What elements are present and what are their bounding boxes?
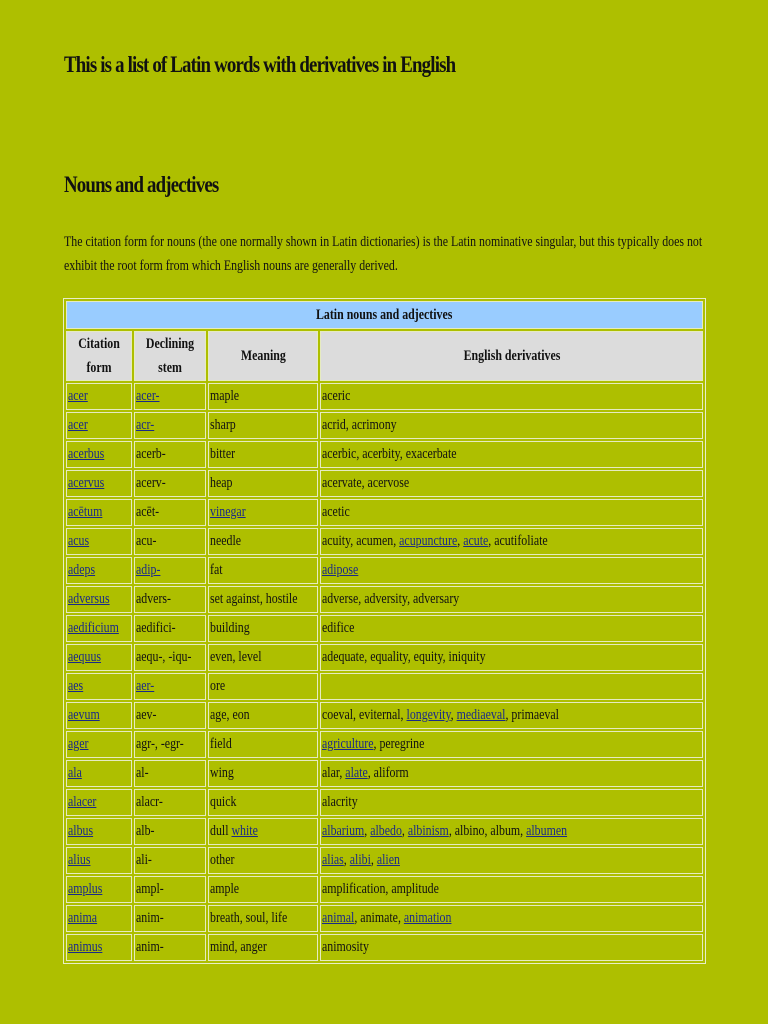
cell-text: , acutifoliate <box>488 533 549 549</box>
meaning-cell <box>208 383 319 410</box>
derivatives-cell <box>320 470 703 497</box>
word-link[interactable]: aer- <box>136 678 155 694</box>
cell-text: advers- <box>136 591 172 607</box>
word-link[interactable]: animation <box>404 910 452 926</box>
table-row <box>66 441 703 468</box>
word-link[interactable]: acerbus <box>68 446 105 462</box>
cell-text: maple <box>209 388 239 404</box>
derivatives-cell <box>320 702 703 729</box>
word-link[interactable]: acute <box>463 533 489 549</box>
word-link[interactable]: aevum <box>68 707 100 723</box>
word-link[interactable]: albus <box>68 823 94 839</box>
table-row <box>66 499 703 526</box>
cell-text: aceric <box>322 388 351 404</box>
word-link[interactable]: adversus <box>68 591 110 607</box>
derivatives-cell <box>320 499 703 526</box>
cell-text: anim- <box>136 910 164 926</box>
meaning-cell <box>208 615 319 642</box>
derivatives-cell <box>320 586 703 613</box>
cell-text: even, level <box>209 649 262 665</box>
word-link[interactable]: longevity <box>406 707 452 723</box>
meaning-cell <box>208 499 319 526</box>
meaning-cell <box>208 586 319 613</box>
intro-paragraph: The citation form for nouns (the one normally shown in Latin dictionaries) is the Latin nominative singular, but this typically does not exhibit the root form from which English nouns are generally derived. <box>64 234 703 274</box>
derivatives-cell <box>320 818 703 845</box>
stem-cell <box>134 412 206 439</box>
cell-text: al- <box>136 765 149 781</box>
stem-cell <box>134 789 206 816</box>
derivatives-cell <box>320 876 703 903</box>
cell-text: acu- <box>136 533 157 549</box>
word-link[interactable]: alibi <box>350 852 372 868</box>
meaning-cell <box>208 644 319 671</box>
cell-text: acerb- <box>136 446 166 462</box>
derivatives-cell <box>320 789 703 816</box>
meaning-cell <box>208 905 319 932</box>
meaning-cell <box>208 731 319 758</box>
meaning-cell <box>208 673 319 700</box>
derivatives-cell <box>320 644 703 671</box>
word-link[interactable]: acer- <box>136 388 160 404</box>
cell-text: animosity <box>322 939 370 955</box>
citation-cell <box>66 470 132 497</box>
word-link[interactable]: ala <box>68 765 82 781</box>
header-meaning: Meaning <box>208 331 319 381</box>
derivatives-cell <box>320 731 703 758</box>
citation-cell <box>66 557 132 584</box>
table-row <box>66 673 703 700</box>
table-row <box>66 586 703 613</box>
latin-nouns-table <box>63 298 706 964</box>
page-title: This is a list of Latin words with derivatives in English <box>64 52 456 77</box>
word-link[interactable]: alien <box>377 852 401 868</box>
word-link[interactable]: acupuncture <box>399 533 458 549</box>
word-link[interactable]: acer <box>68 388 88 404</box>
word-link[interactable]: aes <box>68 678 84 694</box>
word-link[interactable]: acus <box>68 533 90 549</box>
cell-text: ore <box>209 678 225 694</box>
word-link[interactable]: mediaeval <box>456 707 506 723</box>
citation-cell <box>66 876 132 903</box>
word-link[interactable]: aequus <box>68 649 102 665</box>
cell-text: , <box>402 823 409 839</box>
word-link[interactable]: ager <box>68 736 89 752</box>
cell-text: acetic <box>322 504 351 520</box>
table-row <box>66 412 703 439</box>
word-link[interactable]: albumen <box>526 823 568 839</box>
derivatives-cell <box>320 934 703 961</box>
cell-text: anim- <box>136 939 164 955</box>
word-link[interactable]: aedificium <box>68 620 119 636</box>
citation-cell <box>66 383 132 410</box>
derivatives-cell <box>320 441 703 468</box>
cell-text: age, eon <box>209 707 250 723</box>
meaning-cell <box>208 760 319 787</box>
header-citation-form: Citation form <box>66 331 132 381</box>
stem-cell <box>134 876 206 903</box>
cell-text: , <box>371 852 378 868</box>
table-row <box>66 557 703 584</box>
cell-text: , aliform <box>368 765 410 781</box>
cell-text: acrid, acrimony <box>322 417 397 433</box>
cell-text: bitter <box>209 446 235 462</box>
word-link[interactable]: acervus <box>68 475 105 491</box>
table-row <box>66 731 703 758</box>
meaning-cell <box>208 441 319 468</box>
stem-cell <box>134 760 206 787</box>
cell-text: coeval, eviternal, <box>322 707 407 723</box>
citation-cell <box>66 644 132 671</box>
cell-text: agr-, -egr- <box>136 736 184 752</box>
cell-text: wing <box>209 765 234 781</box>
table-row <box>66 528 703 555</box>
table-row <box>66 876 703 903</box>
word-link[interactable]: agriculture <box>322 736 374 752</box>
meaning-cell <box>208 934 319 961</box>
cell-text: , primaeval <box>505 707 560 723</box>
stem-cell <box>134 383 206 410</box>
citation-cell <box>66 702 132 729</box>
word-link[interactable]: acētum <box>68 504 103 520</box>
table-row <box>66 470 703 497</box>
cell-text: field <box>209 736 232 752</box>
meaning-cell <box>208 470 319 497</box>
cell-text: adverse, adversity, adversary <box>322 591 460 607</box>
citation-cell <box>66 412 132 439</box>
meaning-cell <box>208 557 319 584</box>
word-link[interactable]: albarium <box>322 823 365 839</box>
stem-cell <box>134 702 206 729</box>
cell-text: alb- <box>136 823 155 839</box>
cell-text: aedifici- <box>136 620 176 636</box>
cell-text: dull <box>209 823 232 839</box>
table-row <box>66 383 703 410</box>
table-row <box>66 847 703 874</box>
cell-text: , animate, <box>354 910 405 926</box>
cell-text: ample <box>209 881 239 897</box>
derivatives-cell <box>320 412 703 439</box>
derivatives-cell <box>320 760 703 787</box>
derivatives-cell <box>320 847 703 874</box>
cell-text: other <box>209 852 235 868</box>
stem-cell <box>134 818 206 845</box>
cell-text: heap <box>209 475 233 491</box>
cell-text: breath, soul, life <box>209 910 287 926</box>
header-english-derivatives: English derivatives <box>320 331 703 381</box>
word-link[interactable]: albinism <box>408 823 450 839</box>
cell-text: alar, <box>322 765 346 781</box>
cell-text: acerv- <box>136 475 166 491</box>
citation-cell <box>66 760 132 787</box>
header-declining-stem: Declining stem <box>134 331 206 381</box>
cell-text: amplification, amplitude <box>322 881 440 897</box>
cell-text: acuity, acumen, <box>322 533 400 549</box>
derivatives-cell <box>320 383 703 410</box>
cell-text: mind, anger <box>209 939 267 955</box>
word-link[interactable]: adip- <box>136 562 161 578</box>
section-heading: Nouns and adjectives <box>64 172 219 197</box>
cell-text: , <box>364 823 371 839</box>
stem-cell <box>134 470 206 497</box>
cell-text: , <box>457 533 464 549</box>
citation-cell <box>66 731 132 758</box>
cell-text: , peregrine <box>373 736 425 752</box>
stem-cell <box>134 615 206 642</box>
cell-text: fat <box>209 562 223 578</box>
derivatives-cell <box>320 528 703 555</box>
cell-text: sharp <box>209 417 236 433</box>
stem-cell <box>134 905 206 932</box>
cell-text: aev- <box>136 707 157 723</box>
cell-text: building <box>209 620 250 636</box>
word-link[interactable]: alacer <box>68 794 97 810</box>
cell-text: edifice <box>322 620 355 636</box>
word-link[interactable]: alate <box>345 765 369 781</box>
table-row <box>66 760 703 787</box>
cell-text: set against, hostile <box>209 591 298 607</box>
word-link[interactable]: amplus <box>68 881 103 897</box>
word-link[interactable]: adipose <box>322 562 359 578</box>
meaning-cell <box>208 847 319 874</box>
meaning-cell <box>208 702 319 729</box>
table-caption: Latin nouns and adjectives <box>66 301 703 329</box>
cell-text: quick <box>209 794 237 810</box>
stem-cell <box>134 586 206 613</box>
citation-cell <box>66 789 132 816</box>
citation-cell <box>66 528 132 555</box>
word-link[interactable]: animal <box>322 910 355 926</box>
derivatives-cell <box>320 673 703 700</box>
table-row <box>66 702 703 729</box>
cell-text: , albino, album, <box>449 823 527 839</box>
citation-cell <box>66 905 132 932</box>
cell-text: acervate, acervose <box>322 475 410 491</box>
table-row <box>66 789 703 816</box>
citation-cell <box>66 673 132 700</box>
stem-cell <box>134 528 206 555</box>
stem-cell <box>134 441 206 468</box>
stem-cell <box>134 847 206 874</box>
stem-cell <box>134 934 206 961</box>
cell-text: , <box>344 852 351 868</box>
stem-cell <box>134 557 206 584</box>
word-link[interactable]: alius <box>68 852 91 868</box>
word-link[interactable]: anima <box>68 910 98 926</box>
cell-text: adequate, equality, equity, iniquity <box>322 649 486 665</box>
citation-cell <box>66 818 132 845</box>
cell-text: alacrity <box>322 794 359 810</box>
word-link[interactable]: animus <box>68 939 103 955</box>
citation-cell <box>66 934 132 961</box>
table-row <box>66 818 703 845</box>
citation-cell <box>66 586 132 613</box>
cell-text: aequ-, -iqu- <box>136 649 192 665</box>
meaning-cell <box>208 818 319 845</box>
stem-cell <box>134 673 206 700</box>
word-link[interactable]: adeps <box>68 562 96 578</box>
cell-text: needle <box>209 533 241 549</box>
stem-cell <box>134 499 206 526</box>
derivatives-cell <box>320 905 703 932</box>
table-row <box>66 615 703 642</box>
word-link[interactable]: albedo <box>370 823 403 839</box>
meaning-cell <box>208 876 319 903</box>
table-row <box>66 934 703 961</box>
citation-cell <box>66 441 132 468</box>
stem-cell <box>134 731 206 758</box>
word-link[interactable]: acr- <box>136 417 155 433</box>
derivatives-cell <box>320 557 703 584</box>
word-link[interactable]: white <box>231 823 258 839</box>
stem-cell <box>134 644 206 671</box>
table-row <box>66 644 703 671</box>
meaning-cell <box>208 789 319 816</box>
word-link[interactable]: vinegar <box>209 504 246 520</box>
cell-text: ampl- <box>136 881 164 897</box>
word-link[interactable]: acer <box>68 417 88 433</box>
cell-text: acerbic, acerbity, exacerbate <box>322 446 457 462</box>
cell-text: acēt- <box>136 504 160 520</box>
citation-cell <box>66 499 132 526</box>
citation-cell <box>66 615 132 642</box>
meaning-cell <box>208 528 319 555</box>
cell-text: ali- <box>136 852 152 868</box>
word-link[interactable]: alias <box>322 852 345 868</box>
cell-text: , <box>451 707 457 723</box>
meaning-cell <box>208 412 319 439</box>
table-body <box>66 383 703 961</box>
table-row <box>66 905 703 932</box>
citation-cell <box>66 847 132 874</box>
derivatives-cell <box>320 615 703 642</box>
cell-text: alacr- <box>136 794 163 810</box>
